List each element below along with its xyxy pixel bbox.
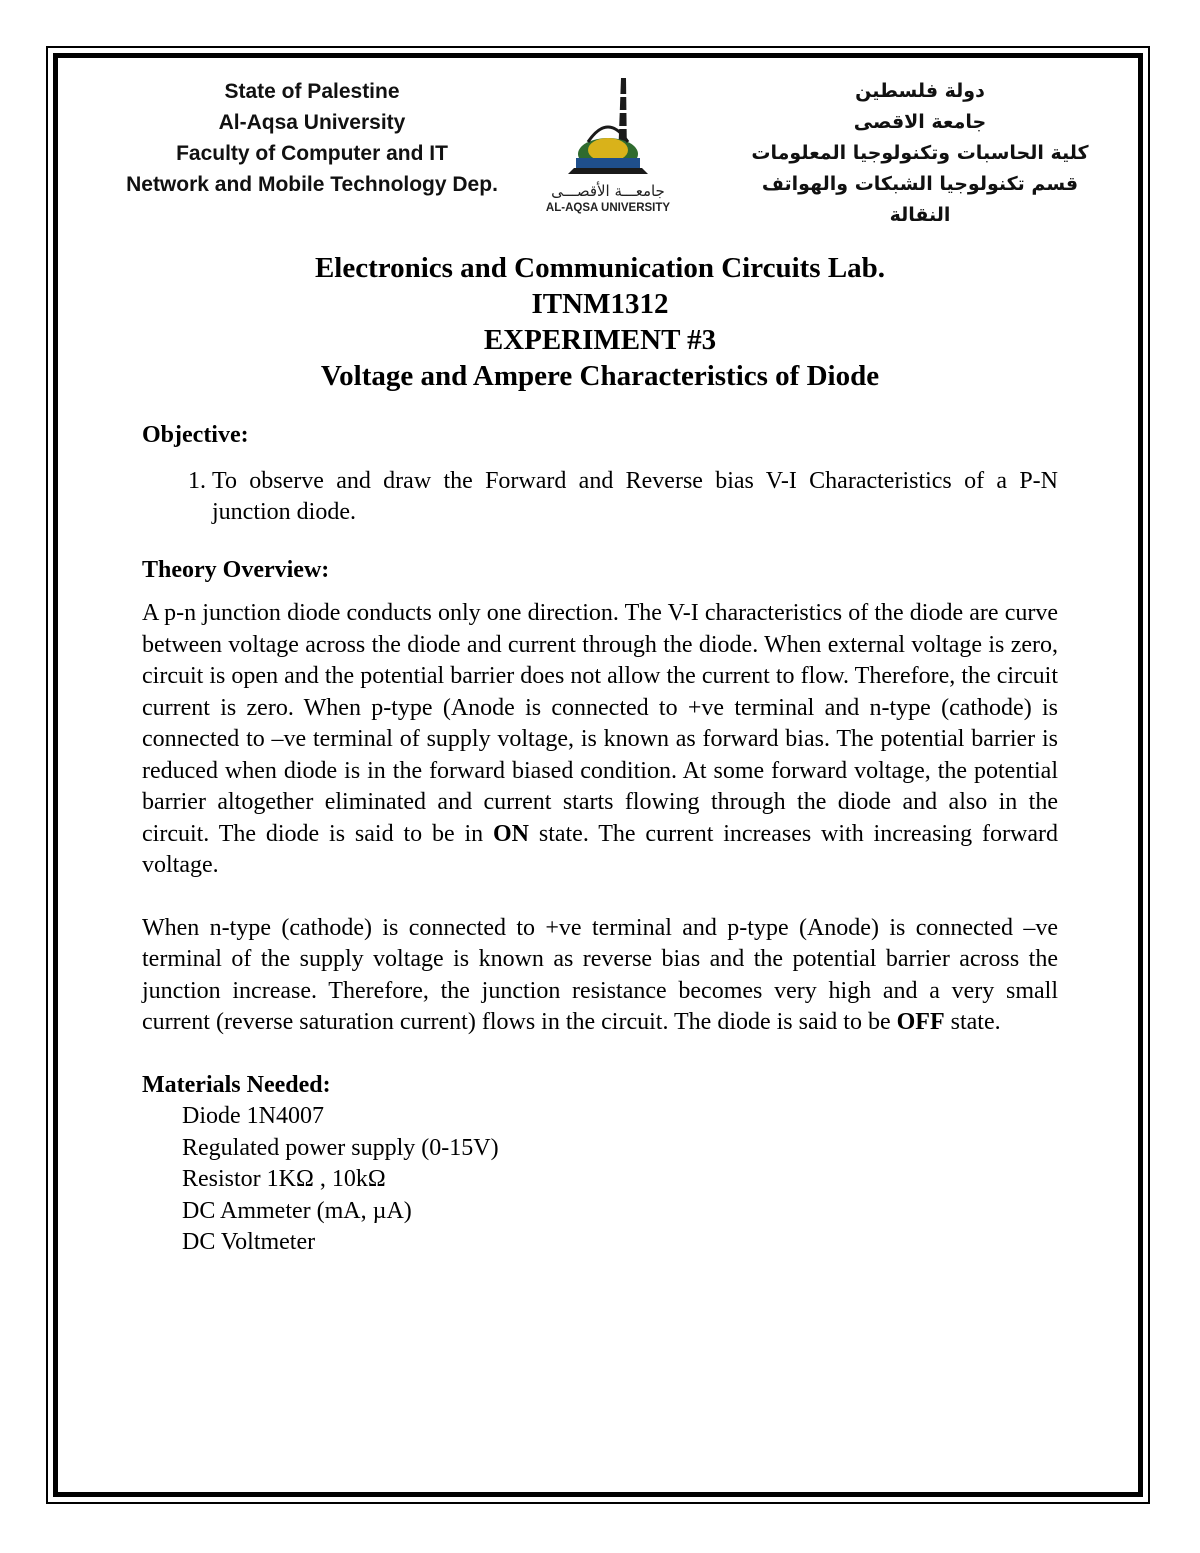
material-item: Diode 1N4007 [182,1103,324,1129]
logo-english-name: AL-AQSA UNIVERSITY [545,202,671,214]
theory-p1-text-a: A p-n junction diode conducts only one direction. The V-I characteristics of the diode are curve between voltage across the diode and current through the diode. When external voltage is zero, circuit is open and the potential barrier does not allow the current to flow. Therefore, the circuit current is zero. When p-type (Anode is connected to +ve terminal and n-type (cathode) is connected to –ve terminal of supply voltage, is known as forward bias. The potential barrier is reduced when diode is in the forward biased condition. At some forward voltage, the potential barrier altogether eliminated and current starts flowing through the diode and also in the circuit. The diode is said to be in [142,600,1058,847]
theory-p2-text-b: state. [944,1009,1001,1035]
material-item: DC Ammeter (mA, µA) [182,1197,412,1224]
header-department: Network and Mobile Technology Dep. [126,173,498,196]
theory-paragraph-forward [142,598,1058,882]
theory-p2-text-a: When n-type (cathode) is connected to +ve terminal and p-type (Anode) is connected –ve terminal of the supply voltage is known as reverse bias and the potential barrier across the junction increase. Therefore, the junction resistance becomes very high and a very small current (reverse saturation current) flows in the circuit. The diode is said to be [142,914,1058,1035]
objective-list [142,466,1058,529]
theory-heading: Theory Overview: [142,556,330,583]
header-arabic-block [740,76,1100,231]
document-titles [100,250,1100,394]
header-arabic-state: دولة فلسطين [855,80,985,102]
experiment-subject: Voltage and Ampere Characteristics of Diode [320,360,880,392]
university-emblem-icon [528,72,688,184]
materials-heading: Materials Needed: [142,1071,331,1098]
material-item: DC Voltmeter [182,1229,316,1255]
objective-heading: Objective: [142,422,249,448]
on-state-word: ON [493,820,529,847]
material-item: Resistor 1KΩ , 10kΩ [182,1166,386,1192]
material-item: Regulated power supply (0-15V) [182,1134,499,1161]
header-faculty: Faculty of Computer and IT [176,142,448,165]
header-state: State of Palestine [224,80,400,103]
header-arabic-department: قسم تكنولوجيا الشبكات والهواتف النقالة [761,173,1079,226]
course-code: ITNM1312 [531,288,669,320]
lab-title: Electronics and Communication Circuits Lab. [314,252,886,284]
theory-paragraph-reverse [142,913,1058,1039]
main-content [142,420,1058,1259]
university-logo [528,72,698,222]
header-arabic-university: جامعة الاقصى [853,111,987,133]
header-english-block [112,76,512,200]
header-arabic-faculty: كلية الحاسبات وتكنولوجيا المعلومات [751,142,1089,164]
off-state-word: OFF [896,1009,945,1035]
header-university: Al-Aqsa University [218,111,406,134]
materials-list [142,1101,1058,1259]
logo-arabic-name: جامعـــة الأقصـــى [551,182,665,200]
theory-p1-text-b: state. The current increases with increasing forward voltage. [142,820,1058,878]
objective-item: 1. To observe and draw the Forward and Reverse bias V-I Characteristics of a P-N junction diode. [212,466,1058,529]
experiment-number: EXPERIMENT #3 [483,324,717,356]
